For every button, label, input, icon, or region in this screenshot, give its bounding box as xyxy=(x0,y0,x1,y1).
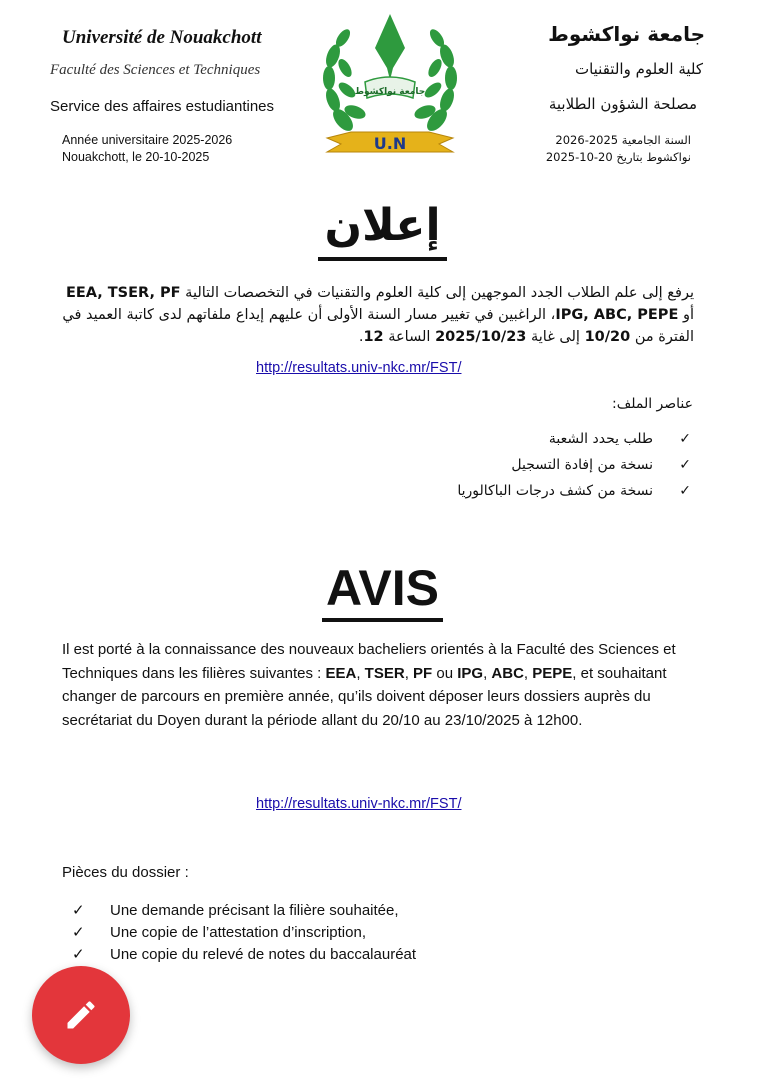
university-name-fr: Université de Nouakchott xyxy=(62,27,262,48)
academic-year-fr: Année universitaire 2025-2026 xyxy=(62,133,233,147)
list-item: ✓ نسخة من كشف درجات الباكالوريا xyxy=(457,478,653,504)
file-elements-label-ar: عناصر الملف: xyxy=(612,396,693,412)
check-icon: ✓ xyxy=(72,946,85,963)
faculty-name-ar: كلية العلوم والتقنيات xyxy=(574,60,703,78)
place-date-fr: Nouakchott, le 20-10-2025 xyxy=(62,150,210,164)
laurel-wreath-logo-icon xyxy=(315,8,465,160)
pencil-icon xyxy=(63,997,99,1033)
faculty-name-fr: Faculté des Sciences et Techniques xyxy=(50,62,261,78)
announcement-paragraph-ar: يرفع إلى علم الطلاب الجدد الموجهين إلى كلية العلوم والتقنيات في التخصصات التالية EEA, TSER, PF أو IPG, ABC, PEPE، الراغبين في تغيير مسار السنة الأولى أن عليهم إيداع ملفاتهم لدى كاتبة العميد في الفترة من 10/20 إلى غاية 2025/10/23 الساعة 12. xyxy=(62,285,694,345)
edit-fab-button[interactable] xyxy=(32,966,130,1064)
announcement-title-ar: إعلان xyxy=(0,200,765,261)
results-link-ar[interactable]: http://resultats.univ-nkc.mr/FST/ xyxy=(256,360,462,376)
logo-initials: U.N xyxy=(373,134,407,153)
university-logo xyxy=(315,8,465,160)
notice-title-fr: AVIS xyxy=(0,560,765,622)
check-icon: ✓ xyxy=(679,483,691,499)
service-name-fr: Service des affaires estudiantines xyxy=(50,98,275,115)
check-icon: ✓ xyxy=(679,457,691,473)
list-item: ✓ نسخة من إفادة التسجيل xyxy=(457,452,653,478)
pieces-list-fr xyxy=(72,900,416,966)
results-link-fr[interactable]: http://resultats.univ-nkc.mr/FST/ xyxy=(256,796,462,812)
check-icon: ✓ xyxy=(679,431,691,447)
university-name-ar: جامعة نواكشوط xyxy=(548,22,705,46)
list-item: ✓ Une demande précisant la filière souhaitée, xyxy=(72,900,416,922)
list-item: ✓ Une copie du relevé de notes du baccalauréat xyxy=(72,944,416,966)
list-item: ✓ Une copie de l’attestation d’inscription, xyxy=(72,922,416,944)
place-date-ar: نواكشوط بتاريخ 20-10-2025 xyxy=(545,150,691,164)
check-icon: ✓ xyxy=(72,924,85,941)
academic-year-ar: السنة الجامعية 2025-2026 xyxy=(555,133,691,147)
list-item: ✓ طلب يحدد الشعبة xyxy=(457,426,653,452)
check-icon: ✓ xyxy=(72,902,85,919)
logo-banner-text: جامعة نواكشوط xyxy=(354,87,426,97)
file-elements-list-ar xyxy=(457,426,691,504)
service-name-ar: مصلحة الشؤون الطلابية xyxy=(548,95,697,113)
notice-paragraph-fr: Il est porté à la connaissance des nouveaux bacheliers orientés à la Faculté des Sciences et Techniques dans les filières suivantes : EEA, TSER, PF ou IPG, ABC, PEPE, et souhaitant changer de parcours en première année, qu’ils doivent déposer leurs dossiers auprès du secrétariat du Doyen durant la période allant du 20/10 au 23/10/2025 à 12h00. xyxy=(62,641,676,729)
pieces-label-fr: Pièces du dossier : xyxy=(62,864,189,881)
